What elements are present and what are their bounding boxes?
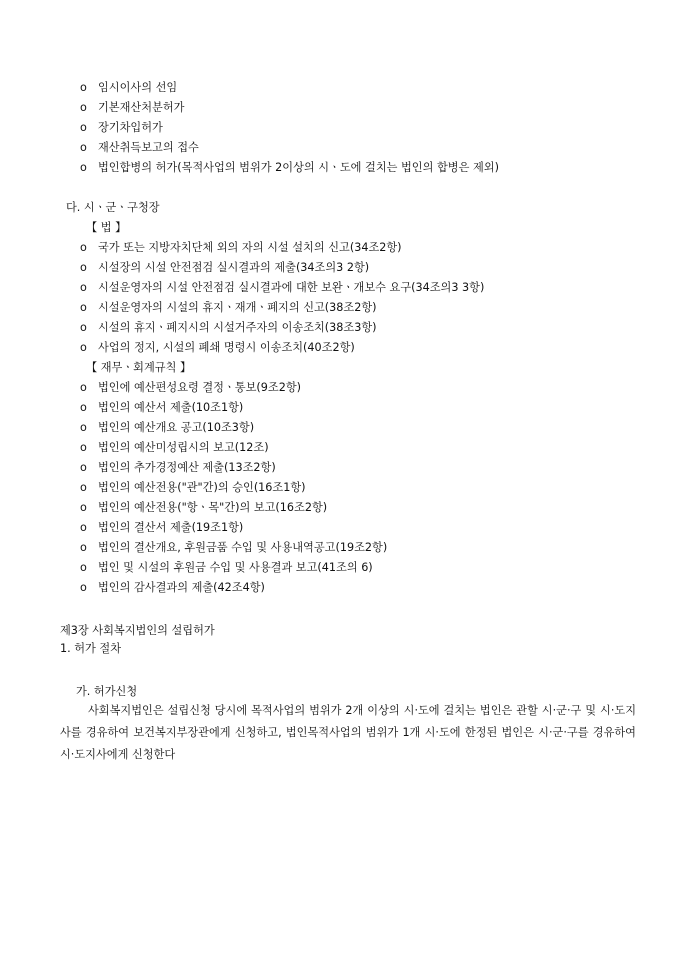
law-header: 【 법 】 bbox=[86, 221, 127, 234]
list-item: o 장기차입허가 bbox=[80, 119, 163, 137]
bullet-icon: o bbox=[80, 281, 87, 294]
list-item: o 법인의 예산전용("관"간)의 승인(16조1항) bbox=[80, 479, 306, 497]
list-item: o 법인의 예산개요 공고(10조3항) bbox=[80, 419, 254, 437]
bullet-icon: o bbox=[80, 461, 87, 474]
list-item: o 기본재산처분허가 bbox=[80, 99, 184, 117]
bullet-icon: o bbox=[80, 241, 87, 254]
bullet-icon: o bbox=[80, 501, 87, 514]
list-item: o 임시이사의 선임 bbox=[80, 79, 177, 97]
list-item: o 법인의 예산미성립시의 보고(12조) bbox=[80, 439, 269, 457]
list-item: o 법인합병의 허가(목적사업의 범위가 2이상의 시ㆍ도에 걸치는 법인의 합병은 제외) bbox=[80, 159, 499, 177]
bullet-icon: o bbox=[80, 161, 87, 174]
bullet-icon: o bbox=[80, 321, 87, 334]
list-item: o 법인의 결산개요, 후원금품 수입 및 사용내역공고(19조2항) bbox=[80, 539, 387, 557]
bullet-icon: o bbox=[80, 561, 87, 574]
list-item: o 시설운영자의 시설 안전점검 실시결과에 대한 보완ㆍ개보수 요구(34조의3 3항) bbox=[80, 279, 484, 297]
list-item: o 시설운영자의 시설의 휴지ㆍ재개ㆍ폐지의 신고(38조2항) bbox=[80, 299, 377, 317]
section-heading: 다. 시ㆍ군ㆍ구청장 bbox=[66, 201, 160, 214]
bullet-icon: o bbox=[80, 341, 87, 354]
list-item: o 법인의 감사결과의 제출(42조4항) bbox=[80, 579, 265, 597]
list-item: o 법인의 예산전용("항ㆍ목"간)의 보고(16조2항) bbox=[80, 499, 327, 517]
subsection-heading: 1. 허가 절차 bbox=[60, 642, 122, 655]
bullet-icon: o bbox=[80, 121, 87, 134]
list-item: o 시설장의 시설 안전점검 실시결과의 제출(34조의3 2항) bbox=[80, 259, 369, 277]
list-item: o 법인 및 시설의 후원금 수입 및 사용결과 보고(41조의 6) bbox=[80, 559, 373, 577]
list-item: o 국가 또는 지방자치단체 외의 자의 시설 설치의 신고(34조2항) bbox=[80, 239, 402, 257]
bullet-icon: o bbox=[80, 421, 87, 434]
bullet-icon: o bbox=[80, 141, 87, 154]
bullet-icon: o bbox=[80, 401, 87, 414]
list-item: o 법인의 결산서 제출(19조1항) bbox=[80, 519, 243, 537]
list-item: o 법인의 예산서 제출(10조1항) bbox=[80, 399, 243, 417]
bullet-icon: o bbox=[80, 541, 87, 554]
bullet-icon: o bbox=[80, 481, 87, 494]
bullet-icon: o bbox=[80, 441, 87, 454]
bullet-icon: o bbox=[80, 261, 87, 274]
list-item: o 법인에 예산편성요령 결정ㆍ통보(9조2항) bbox=[80, 379, 301, 397]
bullet-icon: o bbox=[80, 381, 87, 394]
bullet-icon: o bbox=[80, 581, 87, 594]
bullet-icon: o bbox=[80, 301, 87, 314]
list-item: o 사업의 정지, 시설의 폐쇄 명령시 이송조치(40조2항) bbox=[80, 339, 355, 357]
list-item: o 재산취득보고의 접수 bbox=[80, 139, 199, 157]
body-paragraph: 사회복지법인은 설립신청 당시에 목적사업의 범위가 2개 이상의 시·도에 걸치는 법인은 관할 시·군·구 및 시·도지사를 경유하여 보건복지부장관에게 신청하고, 법인목적사업의 범위가 1개 시·도에 한정된 법인은 시·군·구를 경유하여 시·도지사에게 신청한다 bbox=[60, 704, 636, 761]
bullet-icon: o bbox=[80, 81, 87, 94]
bullet-icon: o bbox=[80, 101, 87, 114]
subsection-heading-ga: 가. 허가신청 bbox=[76, 685, 138, 698]
chapter-title: 제3장 사회복지법인의 설립허가 bbox=[60, 624, 215, 637]
bullet-icon: o bbox=[80, 521, 87, 534]
list-item: o 법인의 추가경정예산 제출(13조2항) bbox=[80, 459, 276, 477]
rules-header: 【 재무ㆍ회계규칙 】 bbox=[86, 361, 192, 374]
list-item: o 시설의 휴지ㆍ폐지시의 시설거주자의 이송조치(38조3항) bbox=[80, 319, 377, 337]
